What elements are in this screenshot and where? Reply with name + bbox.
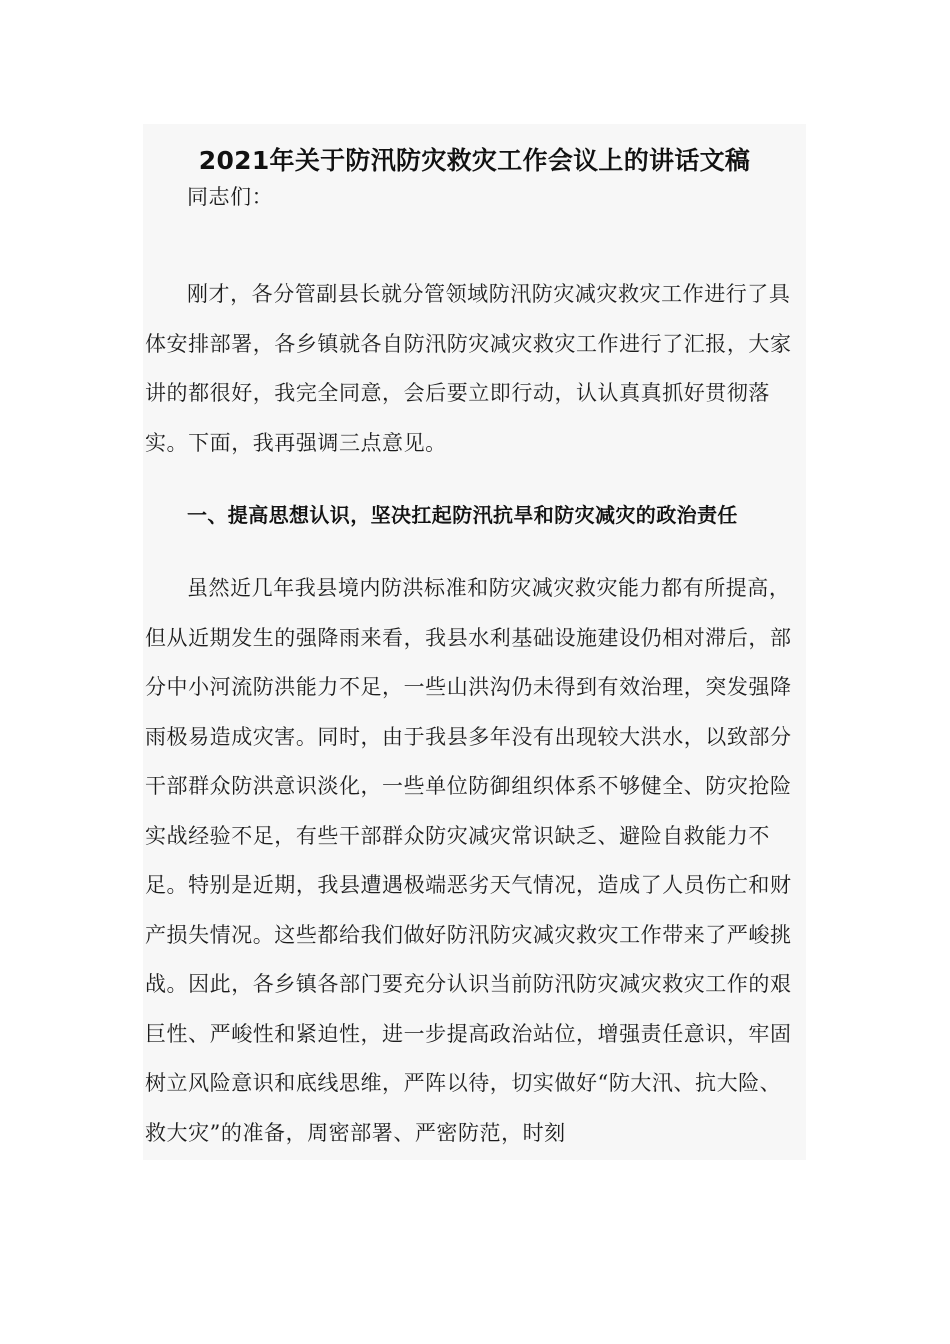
document-title: 2021年关于防汛防灾救灾工作会议上的讲话文稿 — [198, 146, 751, 175]
paragraph-intro: 刚才，各分管副县长就分管领域防汛防灾减灾救灾工作进行了具体安排部署，各乡镇就各自防汛防灾减灾救灾工作进行了汇报，大家讲的都很好，我完全同意，会后要立即行动，认认真真抓好贯彻落实。下面，我再强调三点意见。 — [145, 282, 792, 455]
paragraph-body: 虽然近几年我县境内防洪标准和防灾减灾救灾能力都有所提高，但从近期发生的强降雨来看，我县水利基础设施建设仍相对滞后，部分中小河流防洪能力不足，一些山洪沟仍未得到有效治理，突发强降雨极易造成灾害。同时，由于我县多年没有出现较大洪水，以致部分干部群众防洪意识淡化，一些单位防御组织体系不够健全、防灾抢险实战经验不足，有些干部群众防灾减灾常识缺乏、避险自救能力不足。特别是近期，我县遭遇极端恶劣天气情况，造成了人员伤亡和财产损失情况。这些都给我们做好防汛防灾减灾救灾工作带来了严峻挑战。因此，各乡镇各部门要充分认识当前防汛防灾减灾救灾工作的艰巨性、严峻性和紧迫性，进一步提高政治站位，增强责任意识，牢固树立风险意识和底线思维，严阵以待，切实做好“防大汛、抗大险、救大灾”的准备，周密部署、严密防范，时刻 — [145, 576, 792, 1145]
document-page — [143, 124, 806, 1160]
section-heading-1: 一、提高思想认识，坚决扛起防汛抗旱和防灾减灾的政治责任 — [187, 503, 738, 527]
salutation: 同志们： — [187, 185, 274, 209]
